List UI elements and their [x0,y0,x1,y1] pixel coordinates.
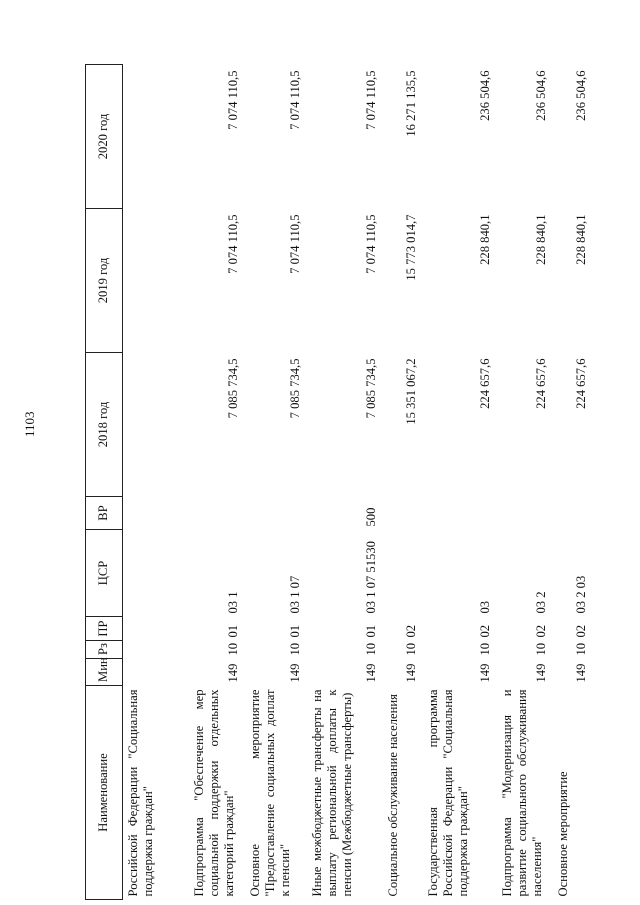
cell-y2020: 236 504,6 [478,70,493,121]
cell-rz [123,641,189,659]
cell-pr: 02 [404,624,419,638]
cell-y2020 [123,65,189,209]
table-row [123,65,189,900]
cell-min: 149 [478,663,493,683]
cell-csr [123,530,189,617]
cell-y2020: 16 271 135,5 [404,70,419,137]
header-rz: Рз [86,641,123,659]
cell-min: 149 [404,663,419,683]
cell-name: Социальное обслуживание населения [385,694,400,897]
cell-y2018: 224 657,6 [574,358,589,409]
cell-vr [423,497,497,530]
page-number: 1103 [22,411,37,437]
cell-rz: 10 [478,642,493,656]
header-min: Мин [86,659,123,686]
cell-name: Российской Федерации "Социальная поддержка граждан" [126,689,156,897]
table-header [86,65,123,900]
header-2018: 2018 год [86,353,123,497]
header-2019: 2019 год [86,209,123,353]
cell-y2020: 236 504,6 [534,70,549,121]
cell-min: 149 [288,663,303,683]
cell-min: 149 [364,663,379,683]
cell-rz: 10 [288,642,303,656]
cell-csr: 03 1 [226,591,241,614]
cell-y2020: 236 504,6 [574,70,589,121]
cell-csr: 03 2 [534,591,549,614]
cell-vr [383,497,423,530]
cell-y2020: 7 074 110,5 [288,70,303,130]
cell-vr [189,497,245,530]
cell-name: Основное мероприятие "Предоставление социальных доплат к пенсии" [247,689,292,897]
cell-pr: 01 [364,624,379,638]
cell-y2020: 7 074 110,5 [226,70,241,130]
cell-y2019: 228 840,1 [574,214,589,265]
cell-pr: 02 [478,624,493,638]
cell-y2018 [123,353,189,497]
cell-csr: 03 1 07 [288,575,303,614]
cell-pr: 02 [534,624,549,638]
table-row [307,65,383,900]
cell-y2019: 15 773 014,7 [404,214,419,281]
cell-pr [123,617,189,641]
cell-y2019: 228 840,1 [478,214,493,265]
table-row [497,65,553,900]
cell-y2019: 7 074 110,5 [226,214,241,274]
table-row [245,65,307,900]
cell-y2018: 7 085 734,5 [364,358,379,419]
table-row [189,65,245,900]
cell-min [123,659,189,686]
cell-rz: 10 [574,642,589,656]
rotated-table-container [85,65,609,900]
cell-vr [553,497,593,530]
cell-pr: 02 [574,624,589,638]
cell-y2018: 7 085 734,5 [226,358,241,419]
cell-vr [123,497,189,530]
cell-pr: 01 [226,624,241,638]
cell-csr: 03 2 03 [574,575,589,614]
cell-name: Подпрограмма "Модернизация и развитие социального обслуживания населения" [499,689,544,897]
cell-vr: 500 [364,507,379,527]
cell-rz: 10 [404,642,419,656]
cell-min: 149 [226,663,241,683]
cell-y2018: 15 351 067,2 [404,358,419,425]
cell-csr: 03 [478,600,493,614]
cell-rz: 10 [226,642,241,656]
cell-rz: 10 [364,642,379,656]
header-vr: ВР [86,497,123,530]
cell-name: Иные межбюджетные трансферты на выплату региональной доплаты к пенсии (Межбюджетные трансферты) [309,689,354,897]
header-name: Наименование [86,686,123,900]
cell-name: Подпрограмма "Обеспечение мер социальной поддержки отдельных категорий граждан" [191,689,236,897]
cell-y2019: 7 074 110,5 [288,214,303,274]
cell-y2018: 224 657,6 [478,358,493,409]
header-pr: ПР [86,617,123,641]
table-row [423,65,497,900]
budget-table [85,64,593,900]
cell-y2018: 224 657,6 [534,358,549,409]
cell-y2019 [123,209,189,353]
header-2020: 2020 год [86,65,123,209]
cell-csr [383,530,423,617]
cell-name: Основное мероприятие [555,771,570,897]
cell-csr: 03 1 07 51530 [364,541,379,614]
header-csr: ЦСР [86,530,123,617]
table-body [123,65,593,900]
cell-y2018: 7 085 734,5 [288,358,303,419]
cell-rz: 10 [534,642,549,656]
cell-y2019: 228 840,1 [534,214,549,265]
table-row [553,65,593,900]
cell-min: 149 [574,663,589,683]
cell-pr: 01 [288,624,303,638]
table-row [383,65,423,900]
cell-y2020: 7 074 110,5 [364,70,379,130]
cell-y2019: 7 074 110,5 [364,214,379,274]
cell-vr [497,497,553,530]
cell-vr [245,497,307,530]
cell-min: 149 [534,663,549,683]
cell-name: Государственная программа Российской Федерации "Социальная поддержка граждан" [425,689,470,897]
